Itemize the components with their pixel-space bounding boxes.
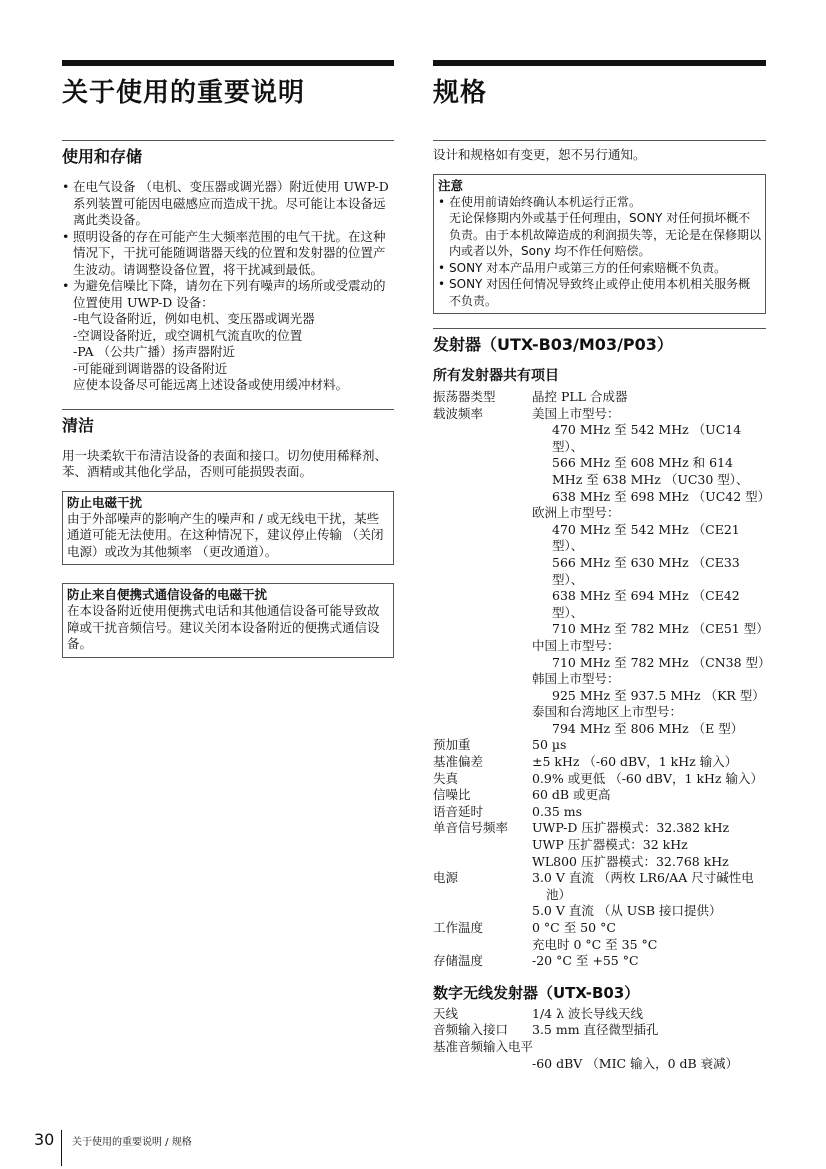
spec-value: 3.5 mm 直径微型插孔 [532, 1022, 659, 1038]
emi-notice-text: 由于外部噪声的影响产生的噪声和 / 或无线电干扰，某些通道可能无法使用。在这种情况下，建议停止传输 （关闭电源）或改为其他频率 （更改通道）。 [67, 510, 384, 559]
spec-label: 预加重 [433, 737, 471, 753]
freq-eu-3: 638 MHz 至 694 MHz （CE42 型）、 [552, 588, 740, 620]
spec-row-storage-temp [433, 953, 766, 970]
spec-label: 存储温度 [433, 953, 484, 969]
usage-heading: 使用和存储 [62, 147, 143, 166]
spec-row-oscillator [433, 389, 766, 406]
cleaning-heading: 清洁 [62, 415, 95, 435]
freq-us-2: 566 MHz 至 608 MHz 和 614 MHz 至 638 MHz （UC30 型）、 [552, 455, 749, 487]
cleaning-text: 用一块柔软干布清洁设备的表面和接口。切勿使用稀释剂、苯、酒精或其他化学品，否则可能损毁表面。 [62, 447, 388, 479]
spec-value [532, 405, 771, 738]
spec-label: 基准偏差 [433, 754, 484, 770]
spec-label: 振荡器类型 [433, 389, 496, 404]
region-label-kr: 韩国上市型号： [532, 671, 620, 687]
spec-row-latency [433, 804, 766, 821]
usage-bullet-1: • 在电气设备 （电机、变压器或调光器）附近使用 UWP-D 系列装置可能因电磁感应而造成干扰。尽可能让本设备远离此类设备。 [62, 179, 394, 229]
spec-row-antenna [433, 1006, 766, 1023]
transmitter-rule [433, 328, 766, 329]
usage-sub-item: -空调设备附近，或空调机气流直吹的位置 [73, 327, 303, 343]
spec-row-audio-input [433, 1022, 766, 1039]
tone-line-3: WL800 压扩器模式：32.768 kHz [532, 853, 729, 869]
usage-sub-item: -电气设备附近，例如电机、变压器或调光器 [73, 311, 315, 326]
spec-intro: 设计和规格如有变更，恕不另行通知。 [433, 147, 646, 162]
caution-bullet-1-rest: 无论保修期内外或基于任何理由，SONY 对任何损坏概不负责。由于本机故障造成的利润损失等，无论是在保修期以内或者以外，Sony 均不作任何赔偿。 [449, 211, 762, 258]
spec-value: 50 µs [532, 737, 567, 753]
spec-label: 单音信号频率 [433, 820, 509, 836]
region-label-us: 美国上市型号： [532, 405, 620, 421]
tone-line-2: UWP 压扩器模式：32 kHz [532, 837, 688, 853]
spec-row-distortion [433, 771, 766, 788]
freq-th-1: 794 MHz 至 806 MHz （E 型） [552, 720, 744, 736]
spec-row-deviation [433, 754, 766, 771]
spec-label: 基准音频输入电平 [433, 1038, 534, 1054]
usage-sub-item: -可能碰到调谐器的设备附近 [73, 360, 228, 376]
portable-emi-box [62, 583, 394, 658]
spec-value: 60 dB 或更高 [532, 787, 611, 803]
freq-eu-1: 470 MHz 至 542 MHz （CE21 型）、 [552, 521, 740, 554]
cleaning-rule [62, 409, 394, 410]
spec-label: 失真 [433, 770, 459, 786]
tone-line-1: UWP-D 压扩器模式：32.382 kHz [532, 820, 730, 836]
op-temp-line-1: 0 °C 至 50 °C [532, 920, 616, 935]
spec-intro-rule [433, 140, 766, 141]
freq-us-3: 638 MHz 至 698 MHz （UC42 型） [552, 488, 771, 504]
left-page-title: 关于使用的重要说明 [62, 78, 306, 108]
region-label-cn: 中国上市型号： [532, 637, 620, 653]
usage-rule [62, 140, 394, 141]
spec-value [532, 870, 766, 920]
spec-value: -20 °C 至 +55 °C [532, 953, 639, 969]
spec-label: 语音延时 [433, 803, 484, 819]
region-label-th: 泰国和台湾地区上市型号： [532, 704, 683, 720]
caution-title: 注意 [438, 177, 464, 193]
op-temp-line-2: 充电时 0 °C 至 35 °C [532, 936, 658, 952]
spec-label: 电源 [433, 870, 459, 886]
emi-notice-title: 防止电磁干扰 [67, 494, 143, 510]
caution-box [433, 174, 766, 315]
spec-label: 信噪比 [433, 787, 471, 803]
right-top-bar [433, 60, 766, 66]
right-page-title: 规格 [433, 78, 488, 108]
emi-notice-box [62, 491, 394, 566]
power-line-1: 3.0 V 直流 （两枚 LR6/AA 尺寸碱性电池） [532, 870, 754, 902]
freq-cn-1: 710 MHz 至 782 MHz （CN38 型） [552, 654, 771, 670]
spec-row-snr [433, 787, 766, 804]
usage-bullet-3 [62, 278, 394, 394]
spec-row-preemphasis [433, 737, 766, 754]
usage-bullet-3-end: 应使本设备尽可能远离上述设备或使用缓冲材料。 [73, 377, 349, 392]
spec-row-tone [433, 820, 766, 870]
spec-value: 晶控 PLL 合成器 [532, 389, 628, 404]
caution-list [438, 194, 761, 310]
freq-eu-4: 710 MHz 至 782 MHz （CE51 型） [552, 621, 769, 637]
spec-value: 0.9% 或更低 （-60 dBV，1 kHz 输入） [532, 770, 763, 786]
spec-value [532, 920, 766, 953]
spec-label: 天线 [433, 1005, 459, 1021]
spec-value: ±5 kHz （-60 dBV，1 kHz 输入） [532, 754, 738, 770]
portable-emi-text: 在本设备附近使用便携式电话和其他通信设备可能导致故障或干扰音频信号。建议关闭本设备附近的便携式通信设备。 [67, 603, 380, 651]
usage-bullet-3-intro: • 为避免信噪比下降，请勿在下列有噪声的场所或受震动的位置使用 UWP-D 设备： [73, 278, 386, 310]
spec-label: 载波频率 [433, 405, 484, 421]
right-column [433, 60, 771, 1072]
spec-row-operating-temp [433, 920, 766, 953]
digital-transmitter-heading: 数字无线发射器（UTX-B03） [433, 983, 640, 1002]
caution-bullet-1 [438, 194, 761, 260]
caution-bullet-3: • SONY 对因任何情况导致终止或停止使用本机相关服务概不负责。 [438, 276, 761, 309]
freq-kr-1: 925 MHz 至 937.5 MHz （KR 型） [552, 687, 765, 703]
left-top-bar [62, 60, 394, 66]
spec-row-carrier [433, 405, 771, 738]
spec-value [532, 820, 766, 870]
common-items-heading: 所有发射器共有项目 [433, 368, 559, 384]
spec-value: 1/4 λ 波长导线天线 [532, 1005, 643, 1021]
usage-bullet-2: • 照明设备的存在可能产生大频率范围的电气干扰。在这种情况下，干扰可能随调谐器天线的位置和发射器的位置产生波动。请调整设备位置，将干扰减到最低。 [62, 229, 394, 279]
left-column [62, 60, 394, 658]
spec-label: 工作温度 [433, 920, 484, 935]
spec-row-ref-level-label [433, 1039, 766, 1056]
caution-bullet-1-line1: • 在使用前请始终确认本机运行正常。 [449, 194, 642, 209]
power-line-2: 5.0 V 直流 （从 USB 接口提供） [532, 903, 722, 919]
usage-sub-item: -PA （公共广播）扬声器附近 [73, 344, 235, 359]
usage-list [62, 179, 394, 394]
spec-row-power [433, 870, 766, 920]
spec-value: 0.35 ms [532, 803, 583, 819]
footer-section-label: 关于使用的重要说明 / 规格 [72, 1137, 192, 1148]
region-label-eu: 欧洲上市型号： [532, 505, 620, 521]
page-number: 30 [34, 1130, 55, 1149]
transmitter-heading: 发射器（UTX-B03/M03/P03） [433, 335, 673, 354]
spec-row-ref-level-value [433, 1056, 766, 1073]
caution-bullet-2: • SONY 对本产品用户或第三方的任何索赔概不负责。 [438, 260, 761, 277]
spec-value: -60 dBV （MIC 输入，0 dB 衰减） [532, 1055, 739, 1071]
freq-eu-2: 566 MHz 至 630 MHz （CE33 型）、 [552, 554, 740, 587]
spec-label: 音频输入接口 [433, 1022, 509, 1038]
freq-us-1: 470 MHz 至 542 MHz （UC14 型）、 [552, 422, 742, 454]
footer-divider [61, 1130, 62, 1166]
portable-emi-title: 防止来自便携式通信设备的电磁干扰 [67, 587, 268, 602]
